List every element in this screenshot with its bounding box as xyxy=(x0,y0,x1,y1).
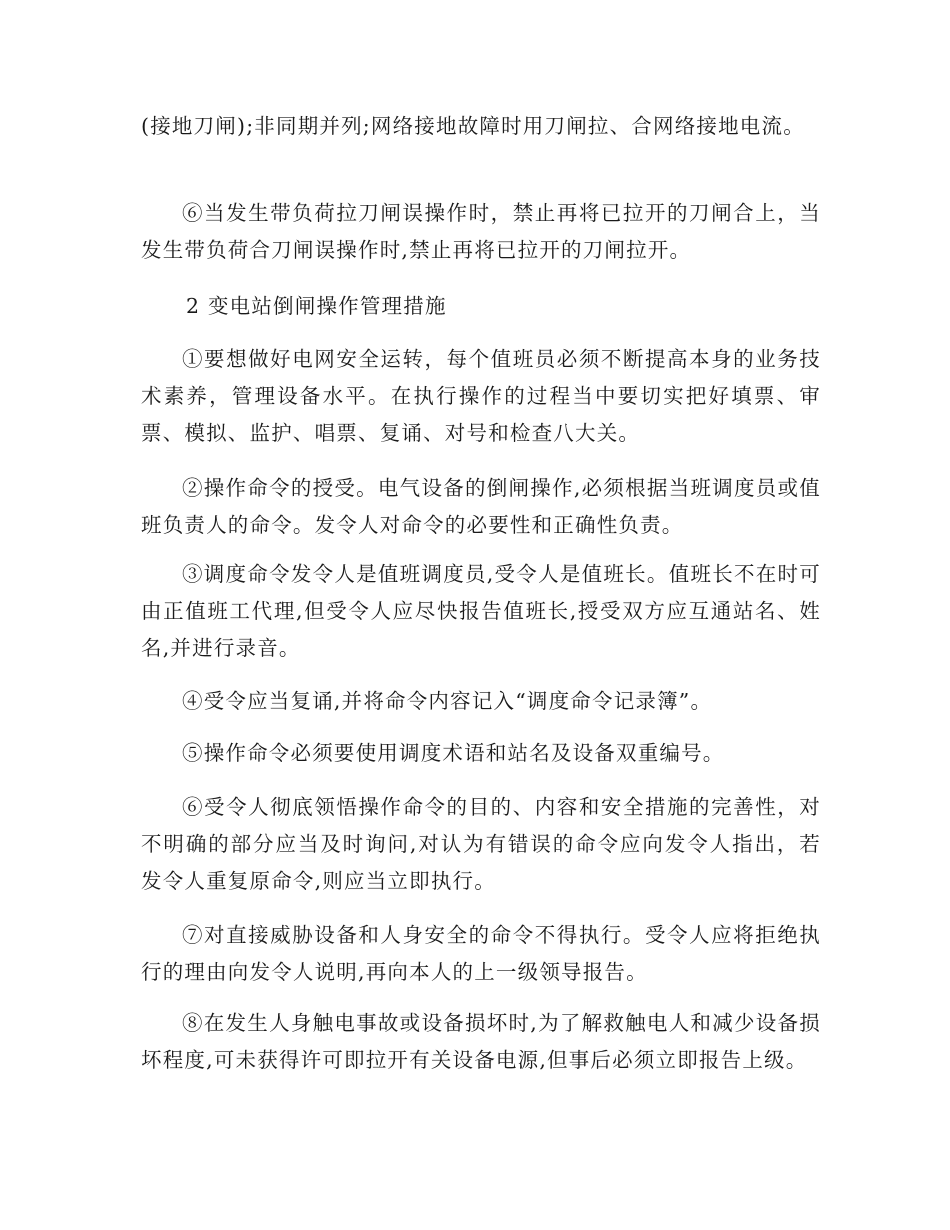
section-heading: 2 变电站倒闸操作管理措施 xyxy=(186,294,447,318)
paragraph-item-3: ③调度命令发令人是值班调度员,受令人是值班长。值班长不在时可由正值班工代理,但受令人应尽快报告值班长,授受双方应互通站名、姓名,并进行录音。 xyxy=(141,562,821,660)
paragraph-item-7: ⑦对直接威胁设备和人身安全的命令不得执行。受令人应将拒绝执行的理由向发令人说明,再向本人的上一级领导报告。 xyxy=(141,923,821,984)
paragraph-item-2: ②操作命令的授受。电气设备的倒闸操作,必须根据当班调度员或值班负责人的命令。发令人对命令的必要性和正确性负责。 xyxy=(141,476,821,537)
paragraph-item-6-prev: ⑥当发生带负荷拉刀闸误操作时，禁止再将已拉开的刀闸合上，当发生带负荷合刀闸误操作时,禁止再将已拉开的刀闸拉开。 xyxy=(141,201,821,262)
paragraph-item-1: ①要想做好电网安全运转，每个值班员必须不断提高本身的业务技术素养，管理设备水平。在执行操作的过程当中要切实把好填票、审票、模拟、监护、唱票、复诵、对号和检查八大关。 xyxy=(141,347,821,445)
paragraph-item-4: ④受令应当复诵,并将命令内容记入“调度命令记录簿”。 xyxy=(182,689,713,713)
paragraph-item-8: ⑧在发生人身触电事故或设备损坏时,为了解救触电人和减少设备损坏程度,可未获得许可即拉开有关设备电源,但事后必须立即报告上级。 xyxy=(141,1011,821,1072)
paragraph-continuation: (接地刀闸);非同期并列;网络接地故障时用刀闸拉、合网络接地电流。 xyxy=(141,114,805,138)
paragraph-item-5: ⑤操作命令必须要使用调度术语和站名及设备双重编号。 xyxy=(182,741,725,765)
paragraph-item-6: ⑥受令人彻底领悟操作命令的目的、内容和安全措施的完善性，对不明确的部分应当及时询问,对认为有错误的命令应向发令人指出，若发令人重复原命令,则应当立即执行。 xyxy=(141,795,821,893)
